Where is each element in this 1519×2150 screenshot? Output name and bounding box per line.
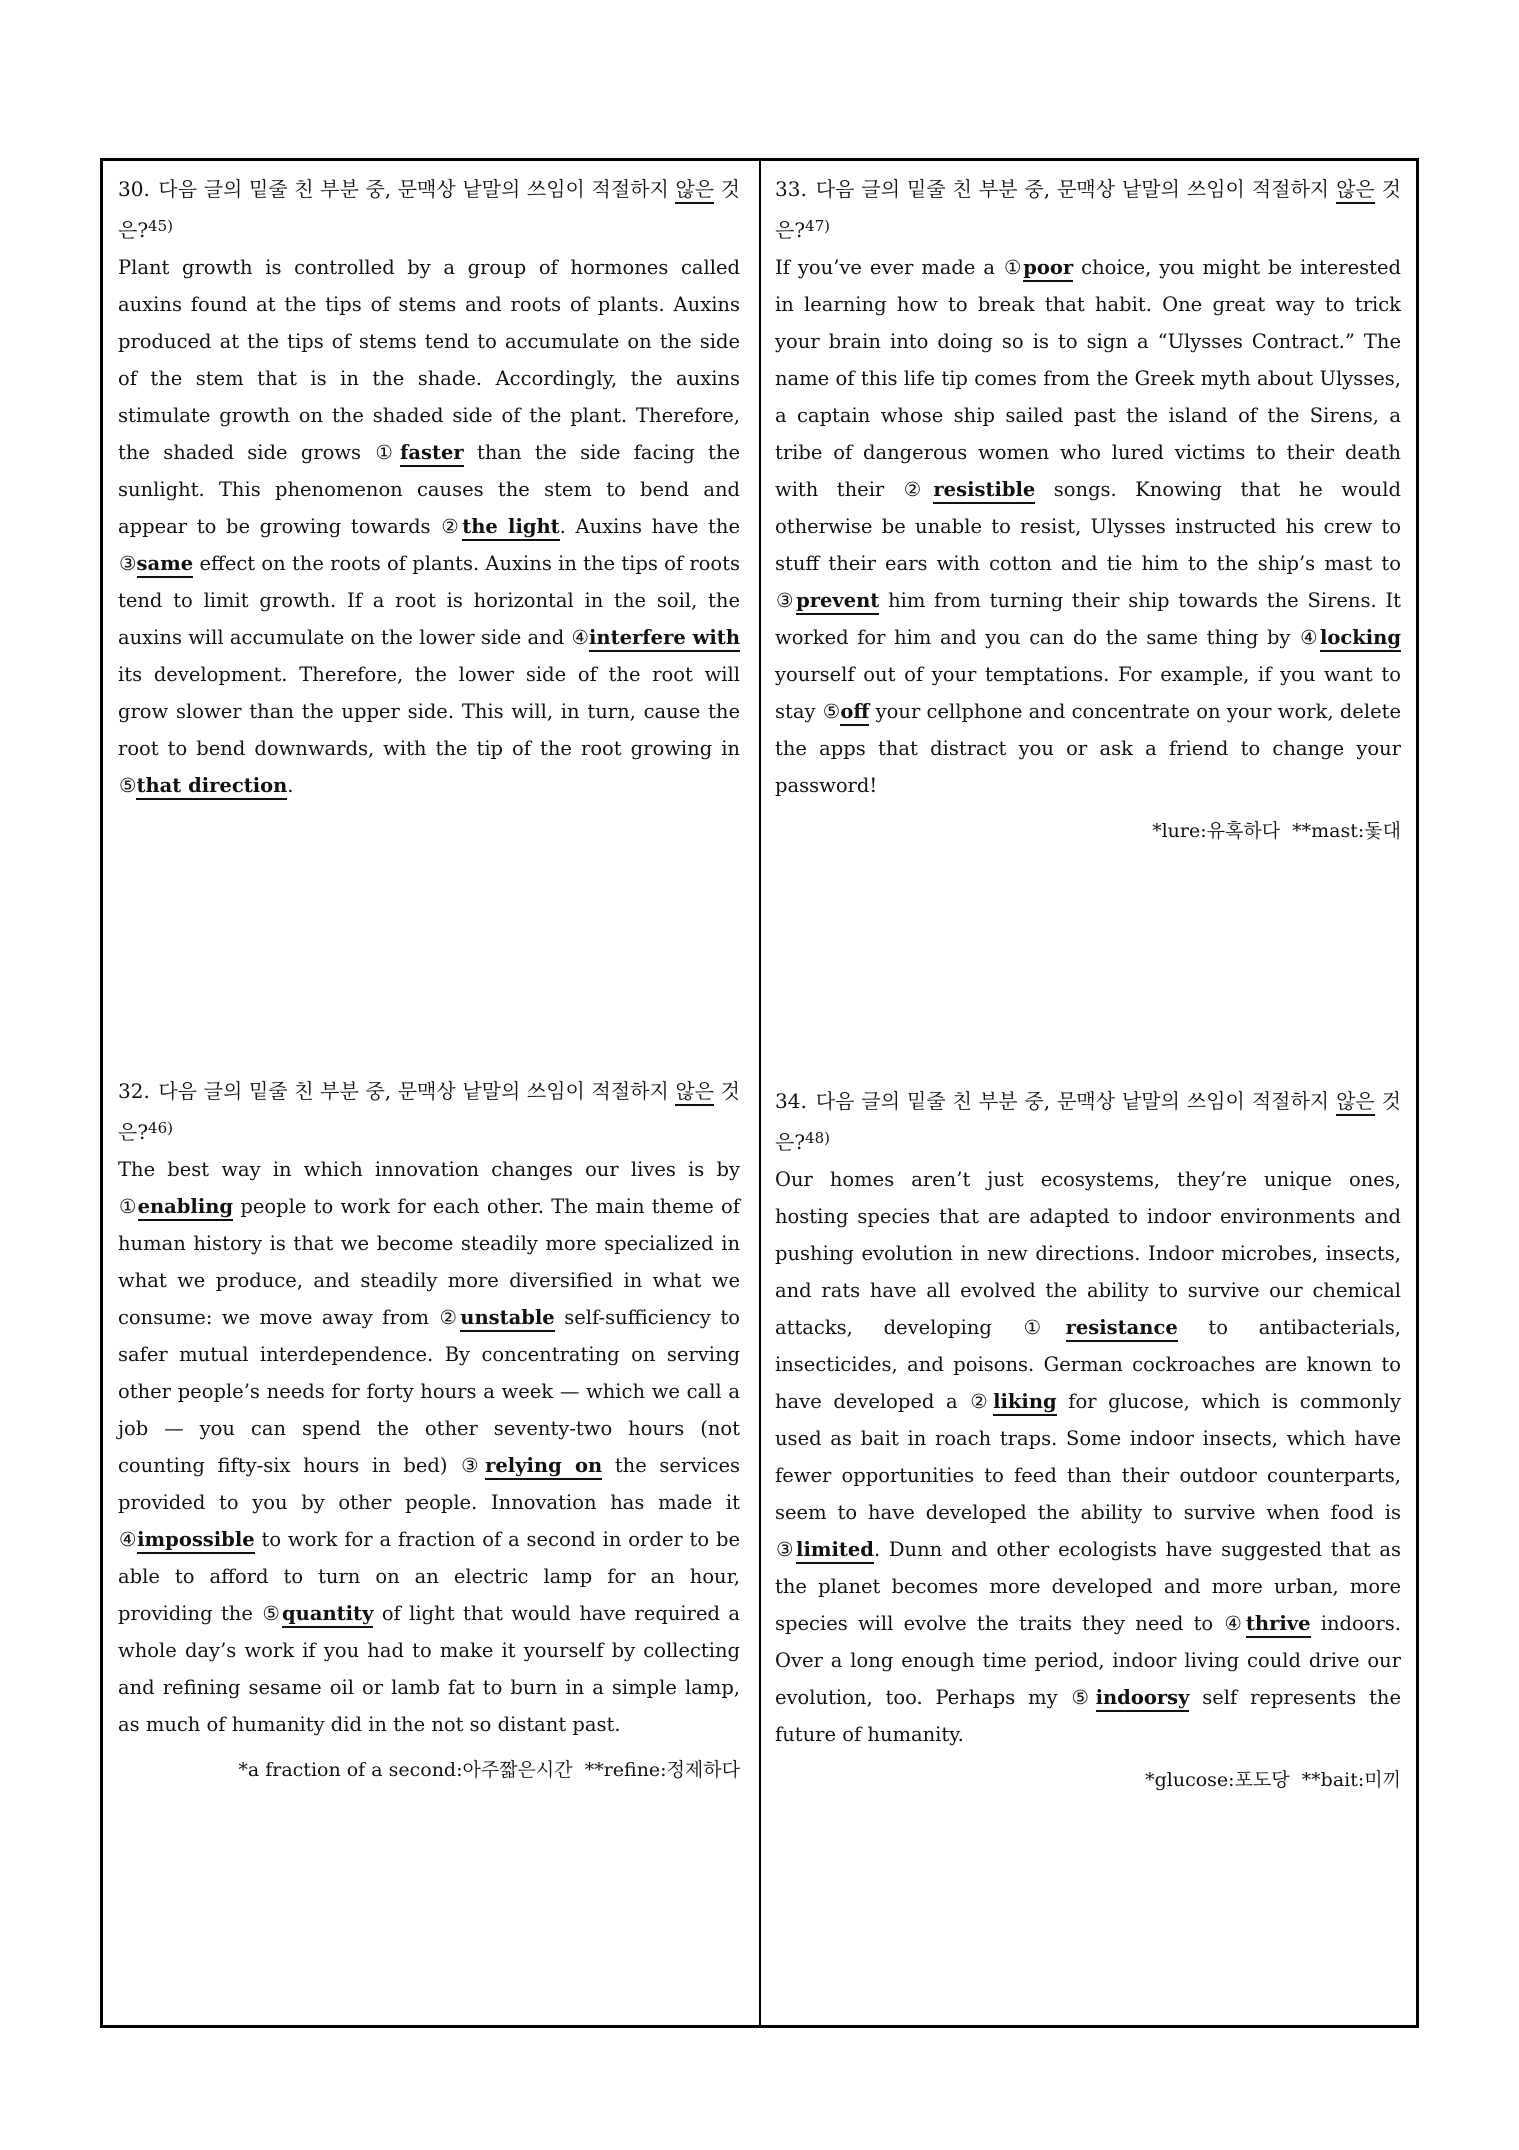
underlined-word: poor [1023,256,1073,282]
circled-number: ⑤ [262,1602,283,1625]
question-34-footnote: *glucose:포도당 **bait:미끼 [1145,1769,1401,1791]
question-30-header-post: 것은? [118,177,740,242]
question-30-header-pre: 다음 글의 밑줄 친 부분 중, 문맥상 낱말의 쓰임이 적절하지 [151,177,676,201]
circled-number: ④ [119,1528,138,1551]
circled-number: ① [119,1195,138,1218]
circled-number: ② [903,478,934,501]
underlined-word: locking [1320,626,1401,652]
underlined-word: off [840,700,869,726]
question-33-number: 33. [775,177,807,201]
underlined-word: resistible [933,478,1035,504]
circled-number: ① [1023,1316,1066,1339]
circled-number: ⑤ [119,774,137,797]
circled-number: ⑤ [822,700,841,723]
circled-number: ④ [1224,1612,1246,1635]
question-33-passage: If you’ve ever made a ①poor choice, you might be interested in learning how to break that habit. One great way to trick your brain into doing so is to sign a “Ulysses Contract.” The name of this life tip comes from the Greek myth about Ulysses, a captain whose ship sailed past the island of the Sirens, a tribe of dangerous women who lured victims to their death with their ②resistible songs. Knowing that he would otherwise be unable to resist, Ulysses instructed his crew to stuff their ears with cotton and tie him to the ship’s mast to ③prevent him from turning their ship towards the Sirens. It worked for him and you can do the same thing by ④locking yourself out of your temptations. For example, if you want to stay ⑤off your cellphone and concentrate on your work, delete the apps that distract you or ask a friend to change your password! [775,256,1402,797]
underlined-word: impossible [137,1528,255,1554]
circled-number: ③ [461,1454,486,1477]
question-32-header-underlined: 않은 [675,1079,714,1106]
question-34 [775,1083,1401,1797]
circled-number: ② [439,1306,461,1329]
underlined-word: same [137,552,194,578]
question-33-header-post: 것은? [775,177,1401,242]
circled-number: ② [441,515,463,538]
underlined-word: relying on [485,1454,602,1480]
question-32-header-post: 것은? [118,1079,740,1144]
question-30-number: 30. [118,177,150,201]
question-32-footnote: *a fraction of a second:아주짧은시간 **refine:정제하다 [238,1759,740,1781]
underlined-word: resistance [1066,1316,1178,1342]
question-34-passage: Our homes aren’t just ecosystems, they’re unique ones, hosting species that are adapted to indoor environments and pushing evolution in new directions. Indoor microbes, insects, and rats have all evolved the ability to survive our chemical attacks, developing ①resistance to antibacterials, insecticides, and poisons. German cockroaches are known to have developed a ②liking for glucose, which is commonly used as bait in roach traps. Some indoor insects, which have fewer opportunities to feed than their outdoor counterparts, seem to have developed the ability to survive when food is ③limited. Dunn and other ecologists have suggested that as the planet becomes more developed and more urban, more species will evolve the traits they need to ④thrive indoors. Over a long enough time period, indoor living could drive our evolution, too. Perhaps my ⑤indoorsy self represents the future of humanity. [775,1168,1402,1746]
circled-number: ④ [571,626,590,649]
circled-number: ③ [776,589,797,612]
circled-number: ③ [776,1538,797,1561]
question-32-passage: The best way in which innovation changes our lives is by ①enabling people to work for each other. The main theme of human history is that we become steadily more specialized in what we produce, and steadily more diversified in what we consume: we move away from ②unstable self-sufficiency to safer mutual interdependence. By concentrating on serving other people’s needs for forty hours a week — which we call a job — you can spend the other seventy-two hours (not counting fifty-six hours in bed) ③relying on the services provided to you by other people. Innovation has made it ④impossible to work for a fraction of a second in order to be able to afford to turn on an electric lamp for an hour, providing the ⑤quantity of light that would have required a whole day’s work if you had to make it yourself by collecting and refining sesame oil or lamb fat to burn in a simple lamp, as much of humanity did in the not so distant past. [118,1158,740,1736]
underlined-word: limited [796,1538,874,1564]
question-32-header-pre: 다음 글의 밑줄 친 부분 중, 문맥상 낱말의 쓰임이 적절하지 [151,1079,676,1103]
question-30-header-underlined: 않은 [675,177,714,204]
question-32-footnote-ref: 46) [148,1119,173,1137]
circled-number: ③ [119,552,137,575]
underlined-word: enabling [138,1195,233,1221]
question-33-footnote: *lure:유혹하다 **mast:돛대 [1152,820,1401,842]
underlined-word: liking [993,1390,1057,1416]
underlined-word: faster [400,441,464,467]
question-34-footnote-ref: 48) [805,1129,830,1147]
underlined-word: the light [462,515,559,541]
circled-number: ① [1004,256,1024,279]
question-30 [118,171,740,814]
exam-content-border [100,158,1419,2028]
circled-number: ② [970,1390,994,1413]
underlined-word: that direction [136,774,287,800]
underlined-word: quantity [282,1602,373,1628]
underlined-word: interfere with [589,626,740,652]
underlined-word: indoorsy [1096,1686,1190,1712]
question-32-number: 32. [118,1079,150,1103]
question-30-footnote-ref: 45) [148,217,173,235]
underlined-word: prevent [796,589,879,615]
question-34-number: 34. [775,1089,807,1113]
question-30-header [118,171,740,249]
question-34-header-pre: 다음 글의 밑줄 친 부분 중, 문맥상 낱말의 쓰임이 적절하지 [808,1089,1337,1113]
question-33-header-underlined: 않은 [1336,177,1375,204]
circled-number: ⑤ [1071,1686,1096,1709]
underlined-word: thrive [1246,1612,1311,1638]
question-30-passage: Plant growth is controlled by a group of hormones called auxins found at the tips of stems and roots of plants. Auxins produced at the tips of stems tend to accumulate on the side of the stem that is in the shade. Accordingly, the auxins stimulate growth on the shaded side of the plant. Therefore, the shaded side grows ①faster than the side facing the sunlight. This phenomenon causes the stem to bend and appear to be growing towards ②the light. Auxins have the ③same effect on the roots of plants. Auxins in the tips of roots tend to limit growth. If a root is horizontal in the soil, the auxins will accumulate on the lower side and ④interfere with its development. Therefore, the lower side of the root will grow slower than the upper side. This will, in turn, cause the root to bend downwards, with the tip of the root growing in ⑤that direction. [118,249,740,804]
question-32-header [118,1073,740,1151]
circled-number: ① [375,441,400,464]
circled-number: ④ [1300,626,1320,649]
question-33 [775,171,1401,848]
question-34-header-post: 것은? [775,1089,1401,1154]
question-33-header-pre: 다음 글의 밑줄 친 부분 중, 문맥상 낱말의 쓰임이 적절하지 [808,177,1337,201]
question-33-footnote-ref: 47) [805,217,830,235]
question-32 [118,1073,740,1787]
column-divider [759,161,761,2025]
question-33-header [775,171,1401,249]
question-34-header [775,1083,1401,1161]
underlined-word: unstable [460,1306,554,1332]
question-34-header-underlined: 않은 [1336,1089,1375,1116]
